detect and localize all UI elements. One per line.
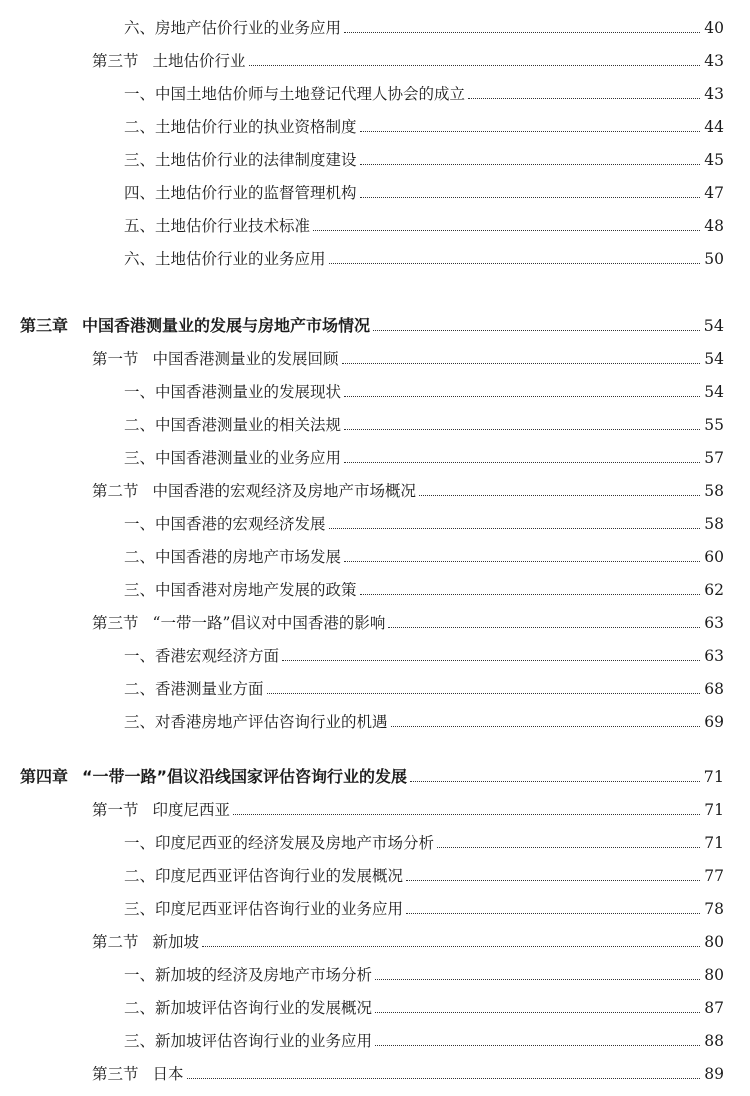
toc-chapter-row [20, 767, 724, 787]
page-number: 87 [704, 999, 724, 1017]
dot-leader [388, 627, 700, 628]
toc-item-label: 二、土地估价行业的执业资格制度 [124, 118, 357, 136]
toc-item-label: 三、新加坡评估咨询行业的业务应用 [124, 1032, 373, 1050]
toc-item-label: 一、中国香港的宏观经济发展 [124, 515, 326, 533]
page-number: 89 [704, 1065, 724, 1083]
toc-section-label: 第二节 中国香港的宏观经济及房地产市场概况 [92, 482, 417, 500]
toc-row [124, 216, 724, 236]
toc-chapter-label: 第三章 中国香港测量业的发展与房地产市场情况 [20, 316, 371, 335]
dot-leader [249, 65, 701, 66]
dot-leader [187, 1078, 701, 1079]
dot-leader [468, 98, 700, 99]
toc-row [124, 679, 724, 699]
page-number: 45 [704, 151, 724, 169]
dot-leader [233, 814, 700, 815]
dot-leader [437, 847, 700, 848]
toc-item-label: 一、香港宏观经济方面 [124, 647, 280, 665]
dot-leader [410, 781, 700, 782]
page-number: 44 [704, 118, 724, 136]
toc-row [124, 1031, 724, 1051]
page-number: 55 [704, 416, 724, 434]
page-number: 57 [704, 449, 724, 467]
dot-leader [313, 230, 700, 231]
dot-leader [344, 32, 700, 33]
toc-row [124, 580, 724, 600]
page-number: 63 [704, 647, 724, 665]
toc-section-label: 第三节 土地估价行业 [92, 52, 246, 70]
toc-section-label: 第一节 印度尼西亚 [92, 801, 231, 819]
dot-leader [419, 495, 700, 496]
page-number: 63 [704, 614, 724, 632]
toc-row [124, 382, 724, 402]
page-number: 62 [704, 581, 724, 599]
toc-row [92, 481, 724, 501]
toc-section-label: 第三节 “一带一路”倡议对中国香港的影响 [92, 614, 386, 632]
toc-row [124, 249, 724, 269]
page-number: 80 [704, 933, 724, 951]
page-number: 43 [704, 85, 724, 103]
toc-item-label: 一、中国香港测量业的发展现状 [124, 383, 342, 401]
dot-leader [406, 913, 700, 914]
toc-item-label: 三、土地估价行业的法律制度建设 [124, 151, 357, 169]
toc-item-label: 二、香港测量业方面 [124, 680, 264, 698]
toc-row [124, 712, 724, 732]
dot-leader [267, 693, 701, 694]
toc-item-label: 二、中国香港的房地产市场发展 [124, 548, 342, 566]
dot-leader [360, 164, 701, 165]
toc-item-label: 二、中国香港测量业的相关法规 [124, 416, 342, 434]
toc-row [124, 965, 724, 985]
toc-section-label: 第一节 中国香港测量业的发展回顾 [92, 350, 339, 368]
toc-section-label: 第二节 新加坡 [92, 933, 200, 951]
dot-leader [360, 594, 701, 595]
toc-chapter-row [20, 316, 724, 336]
toc-item-label: 二、新加坡评估咨询行业的发展概况 [124, 999, 373, 1017]
toc-item-label: 三、对香港房地产评估咨询行业的机遇 [124, 713, 388, 731]
page-number: 77 [704, 867, 724, 885]
toc-row [124, 448, 724, 468]
toc-row [92, 613, 724, 633]
toc-item-label: 一、新加坡的经济及房地产市场分析 [124, 966, 373, 984]
toc-item-label: 三、中国香港测量业的业务应用 [124, 449, 342, 467]
toc-row [124, 514, 724, 534]
page-number: 43 [704, 52, 724, 70]
toc-chapter-label: 第四章 “一带一路”倡议沿线国家评估咨询行业的发展 [20, 767, 408, 786]
page-number: 48 [704, 217, 724, 235]
page-number: 71 [704, 801, 724, 819]
toc-row [124, 415, 724, 435]
toc-row [124, 899, 724, 919]
dot-leader [375, 1045, 700, 1046]
dot-leader [375, 979, 700, 980]
page-number: 71 [704, 834, 724, 852]
toc-row [92, 800, 724, 820]
dot-leader [329, 263, 701, 264]
dot-leader [360, 131, 701, 132]
toc-item-label: 六、土地估价行业的业务应用 [124, 250, 326, 268]
page-number: 54 [704, 350, 724, 368]
dot-leader [360, 197, 701, 198]
toc-item-label: 三、中国香港对房地产发展的政策 [124, 581, 357, 599]
toc-row [124, 84, 724, 104]
toc-item-label: 五、土地估价行业技术标准 [124, 217, 311, 235]
page-number: 60 [704, 548, 724, 566]
dot-leader [342, 363, 701, 364]
toc-row [124, 183, 724, 203]
dot-leader [329, 528, 701, 529]
toc-row [92, 1064, 724, 1084]
toc-item-label: 六、房地产估价行业的业务应用 [124, 19, 342, 37]
dot-leader [344, 396, 700, 397]
toc-item-label: 四、土地估价行业的监督管理机构 [124, 184, 357, 202]
toc-row [92, 349, 724, 369]
toc-row [92, 51, 724, 71]
page-number: 69 [704, 713, 724, 731]
dot-leader [344, 561, 700, 562]
dot-leader [375, 1012, 700, 1013]
toc-row [92, 932, 724, 952]
toc-row [124, 646, 724, 666]
page-number: 54 [704, 383, 724, 401]
page-number: 47 [704, 184, 724, 202]
toc-section-label: 第三节 日本 [92, 1065, 184, 1083]
dot-leader [391, 726, 701, 727]
page-number: 40 [704, 19, 724, 37]
toc-item-label: 一、印度尼西亚的经济发展及房地产市场分析 [124, 834, 435, 852]
dot-leader [344, 462, 700, 463]
page-number: 88 [704, 1032, 724, 1050]
toc-item-label: 三、印度尼西亚评估咨询行业的业务应用 [124, 900, 404, 918]
page-number: 78 [704, 900, 724, 918]
dot-leader [406, 880, 700, 881]
dot-leader [344, 429, 700, 430]
toc-item-label: 二、印度尼西亚评估咨询行业的发展概况 [124, 867, 404, 885]
dot-leader [373, 330, 700, 331]
toc-item-label: 一、中国土地估价师与土地登记代理人协会的成立 [124, 85, 466, 103]
toc-row [124, 150, 724, 170]
page-number: 71 [703, 767, 724, 786]
dot-leader [282, 660, 700, 661]
page-number: 68 [704, 680, 724, 698]
page-number: 50 [704, 250, 724, 268]
toc-row [124, 18, 724, 38]
page-number: 58 [704, 515, 724, 533]
dot-leader [202, 946, 700, 947]
toc-row [124, 547, 724, 567]
page-number: 58 [704, 482, 724, 500]
page-number: 80 [704, 966, 724, 984]
toc-row [124, 117, 724, 137]
toc-row [124, 833, 724, 853]
toc-row [124, 866, 724, 886]
page-number: 54 [703, 316, 724, 335]
toc-row [124, 998, 724, 1018]
